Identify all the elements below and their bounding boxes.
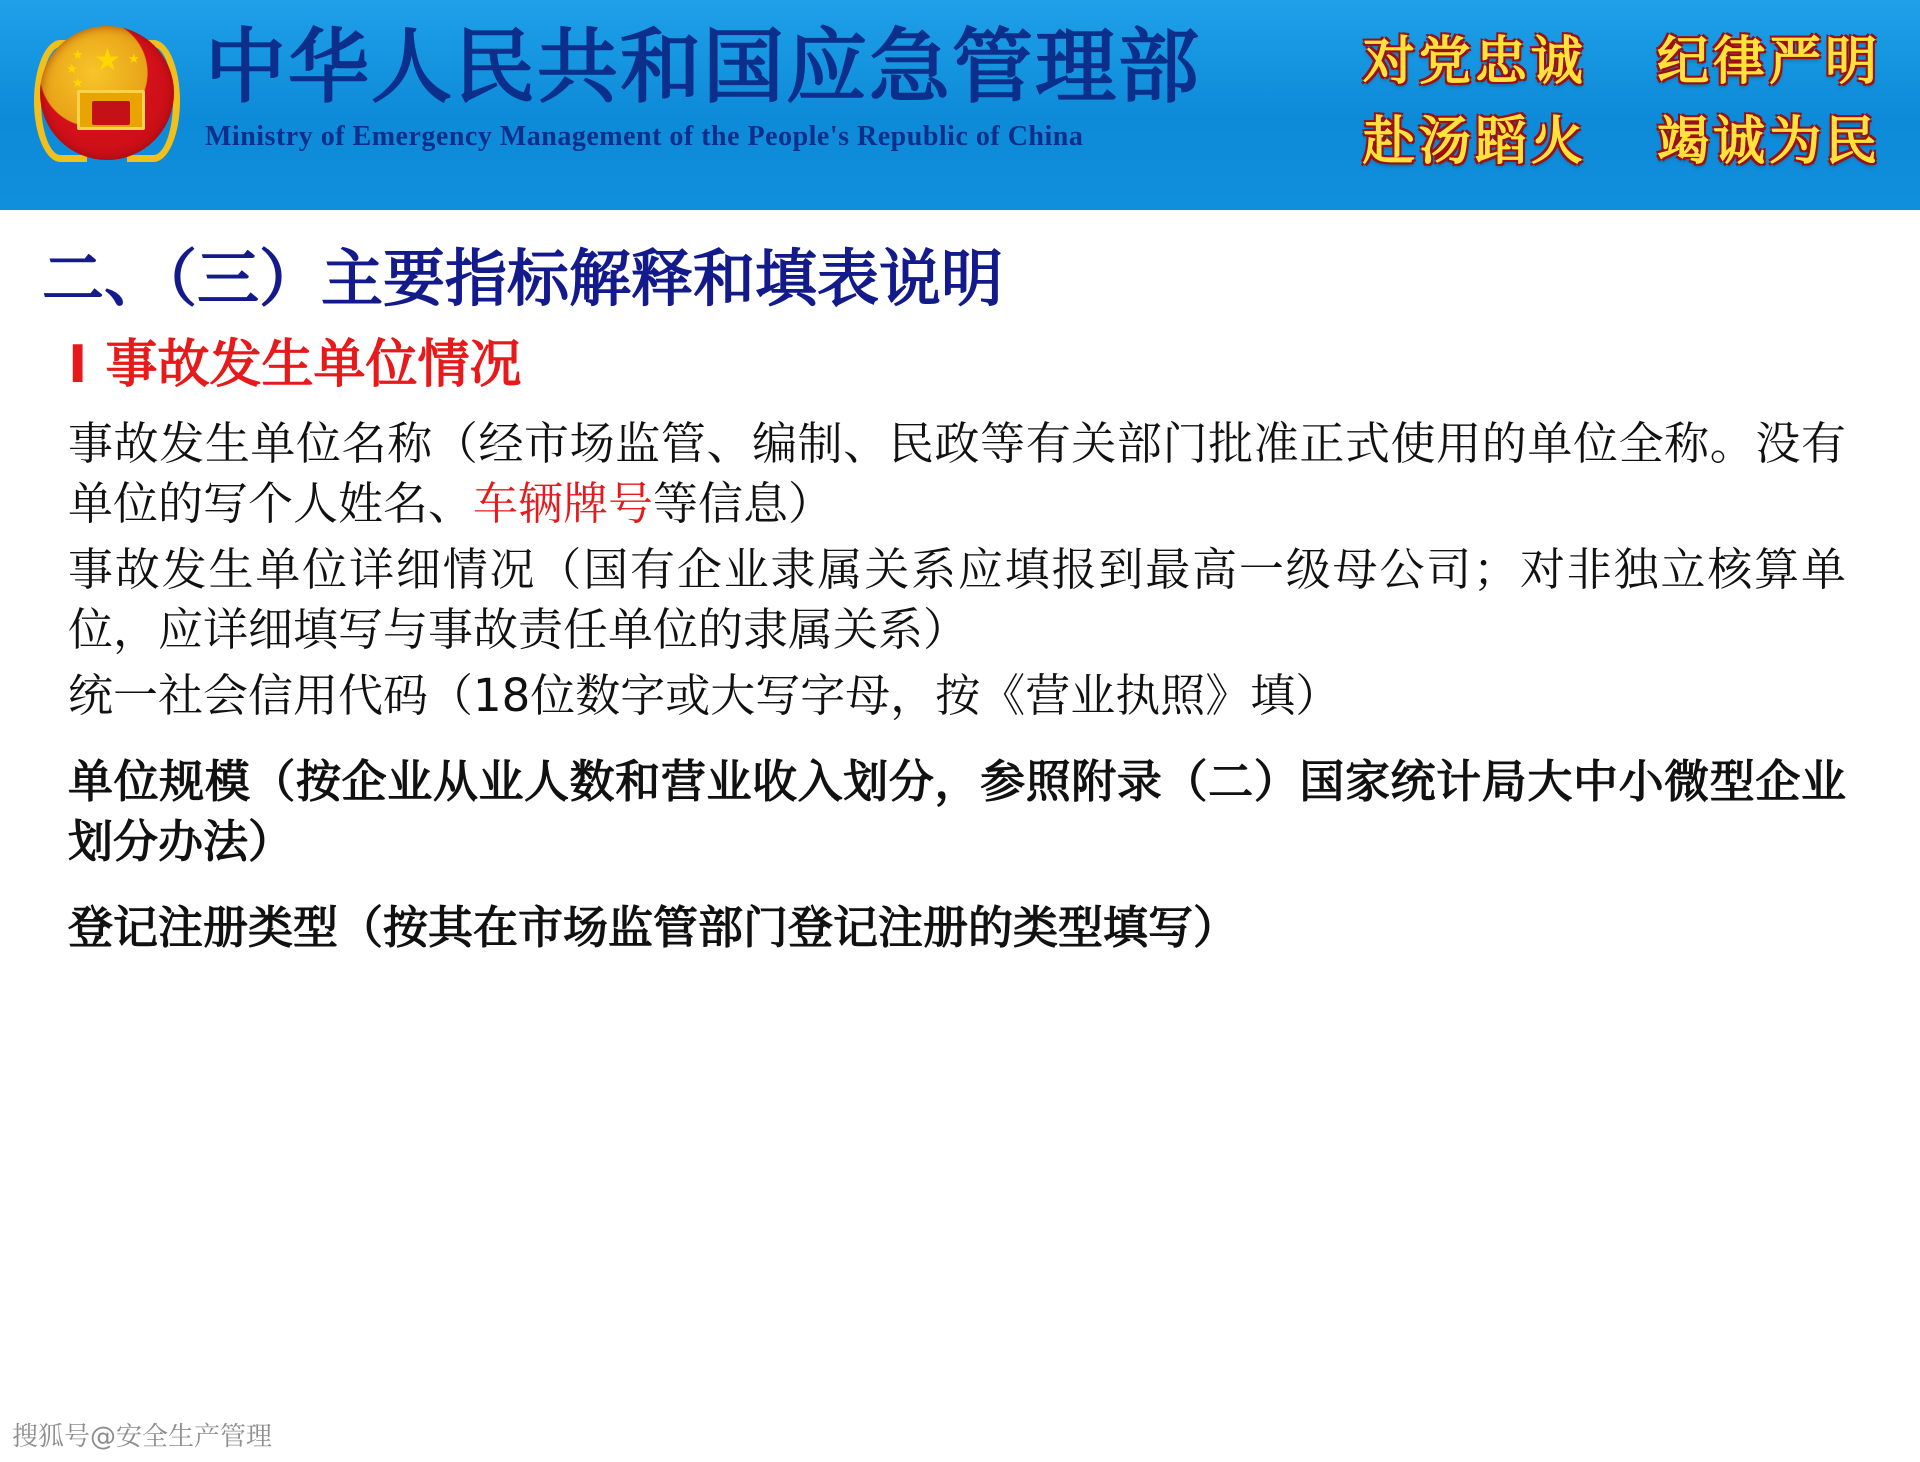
- national-emblem-icon: ★ ★ ★ ★ ★: [32, 18, 182, 168]
- ministry-title-block: [205, 20, 1305, 154]
- slogan-phrase-1: 对党忠诚: [1362, 32, 1587, 92]
- header-divider: [0, 210, 1920, 218]
- slogan-line-1: [1342, 22, 1902, 102]
- slogan-phrase-4: 竭诚为民: [1657, 112, 1882, 172]
- slogan-line-2: [1342, 102, 1902, 182]
- paragraph-part-highlight: 车辆牌号: [473, 477, 654, 530]
- paragraph-part: 统一社会信用代码（18位数字或大写字母，按《营业执照》填）: [68, 669, 1341, 722]
- paragraph-unit-name: [68, 414, 1846, 534]
- page-title: 二、（三）主要指标解释和填表说明: [42, 242, 1004, 315]
- paragraph-part: 等信息）: [653, 477, 834, 530]
- ministry-title-chinese: 中华人民共和国应急管理部: [205, 21, 1202, 115]
- slogan-block: [1342, 22, 1902, 182]
- watermark-label: 搜狐号@安全生产管理: [12, 1422, 273, 1452]
- paragraph-list: [0, 414, 1920, 958]
- slogan-phrase-3: 赴汤蹈火: [1362, 112, 1587, 172]
- paragraph-registration-type: [68, 898, 1846, 958]
- site-header-banner: [0, 0, 1920, 218]
- paragraph-part: 登记注册类型（按其在市场监管部门登记注册的类型填写）: [68, 901, 1239, 954]
- slide-content: [0, 240, 1920, 1462]
- paragraph-part: 单位规模（按企业从业人数和营业收入划分，参照附录（二）国家统计局大中小微型企业划分办法）: [68, 755, 1846, 868]
- paragraph-part: 事故发生单位名称（经市场监管、编制、民政等有关部门批准正式使用的单位全称。没有单位的写个人姓名、: [68, 417, 1846, 530]
- ministry-title-english: Ministry of Emergency Management of the People's Republic of China: [205, 121, 1084, 152]
- paragraph-part: 事故发生单位详细情况（国有企业隶属关系应填报到最高一级母公司；对非独立核算单位，应详细填写与事故责任单位的隶属关系）: [68, 543, 1846, 656]
- paragraph-credit-code: [68, 666, 1846, 726]
- section-heading: Ⅰ 事故发生单位情况: [68, 335, 522, 395]
- paragraph-unit-scale: [68, 752, 1846, 872]
- paragraph-unit-details: [68, 540, 1846, 660]
- slogan-phrase-2: 纪律严明: [1657, 32, 1882, 92]
